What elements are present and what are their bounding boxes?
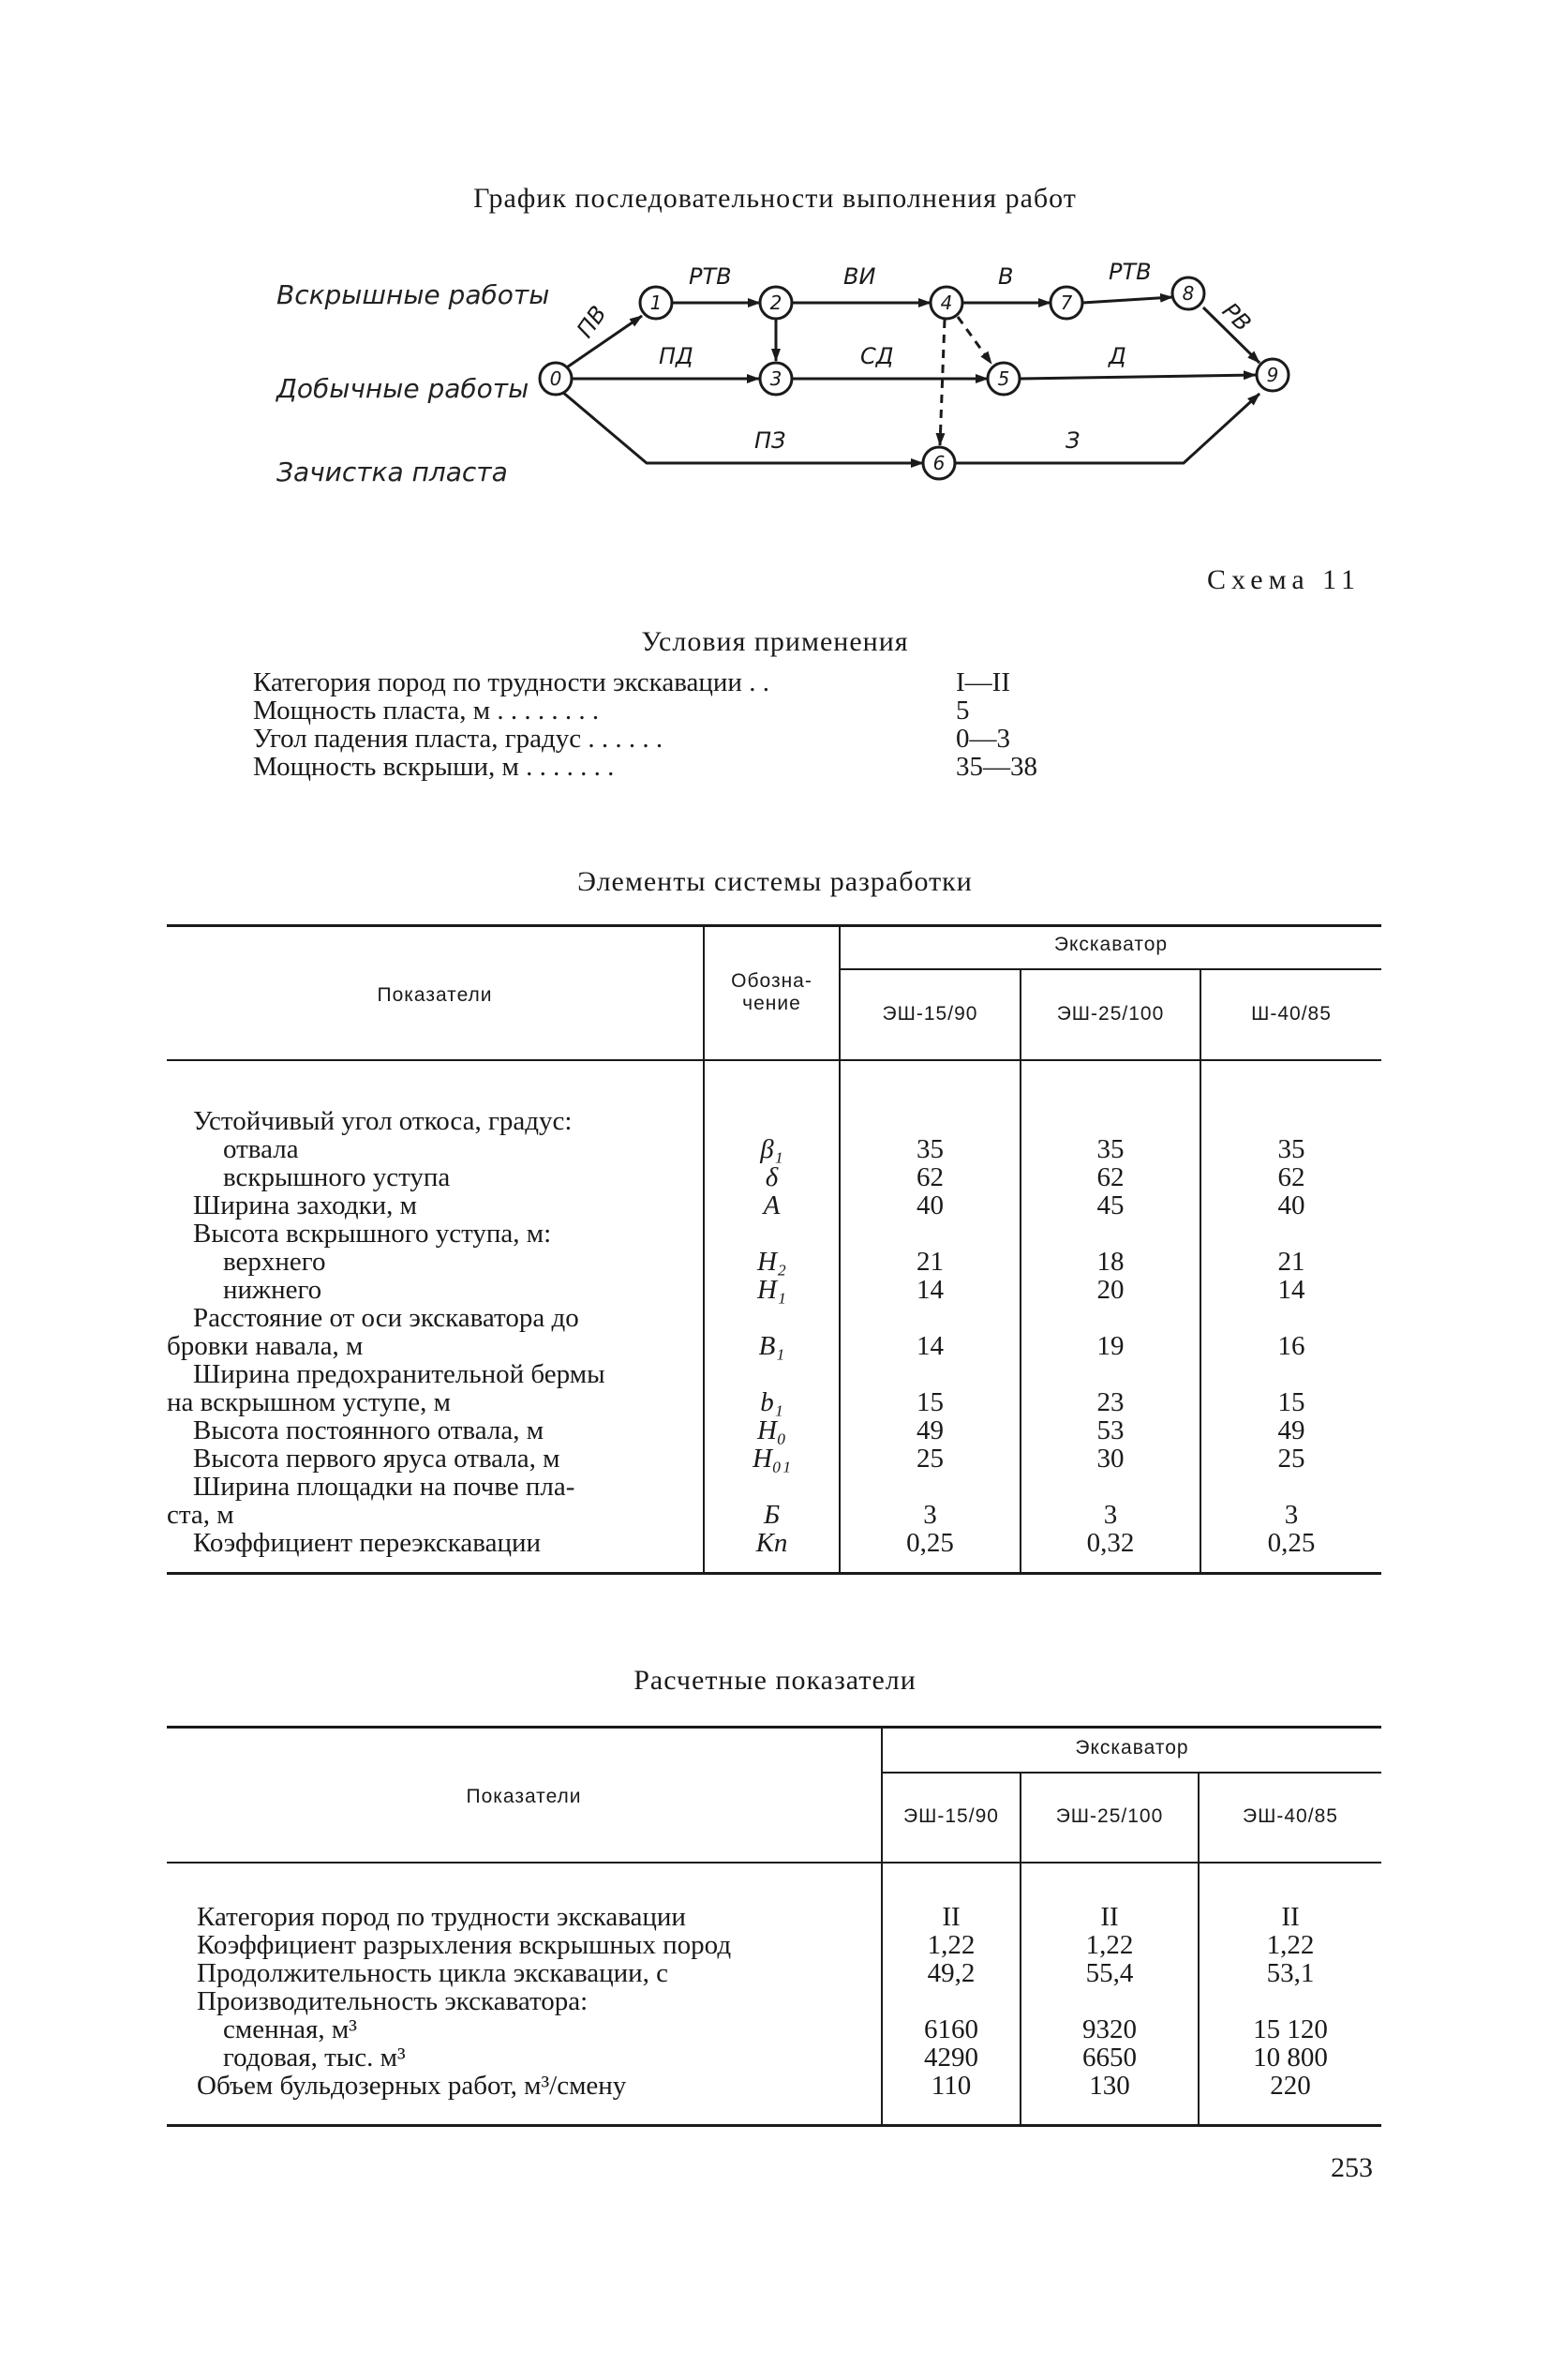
- condition-label: Категория пород по трудности экскавации . .: [253, 667, 769, 697]
- table-cell-value: 35: [917, 1134, 944, 1164]
- node-label-3: 3: [769, 367, 782, 390]
- table-cell-value: 14: [1277, 1275, 1305, 1305]
- table-cell-value: 6650: [1082, 2043, 1137, 2073]
- table-row-label: на вскрышном уступе, м: [167, 1387, 451, 1417]
- edge-label-1-2: РТВ: [689, 263, 732, 290]
- table-cell-value: 16: [1277, 1331, 1305, 1361]
- table-row-symbol: H₀₁: [752, 1444, 792, 1474]
- node-label-6: 6: [932, 452, 946, 474]
- table-cell-value: 15: [917, 1387, 944, 1417]
- elements-header-excavator: Экскаватор: [1053, 934, 1169, 955]
- table-cell-value: 55,4: [1085, 1958, 1134, 1988]
- lane-label-mining: Добычные работы: [276, 373, 529, 404]
- table-cell-value: 53,1: [1266, 1958, 1315, 1988]
- table-row-label: Категория пород по трудности экскавации: [197, 1902, 686, 1932]
- table-row-label: Высота первого яруса отвала, м: [193, 1444, 560, 1474]
- page-number: 253: [1331, 2152, 1373, 2183]
- node-label-2: 2: [769, 292, 782, 314]
- table-cell-value: 40: [917, 1190, 944, 1220]
- table-cell-value: 25: [1277, 1444, 1305, 1474]
- table-row-label: отвала: [223, 1134, 299, 1164]
- table-cell-value: 62: [1096, 1162, 1125, 1192]
- table-row-label: Ширина предохранительной бермы: [193, 1359, 605, 1389]
- table-cell-value: 14: [917, 1331, 944, 1361]
- table-cell-value: 110: [931, 2071, 972, 2101]
- table-row-label: вскрышного уступа: [223, 1162, 451, 1192]
- edge-label-4-7: В: [998, 263, 1014, 290]
- table-row-symbol: H₂: [756, 1247, 787, 1277]
- table-cell-value: 4290: [924, 2043, 978, 2073]
- condition-label: Угол падения пласта, градус . . . . . .: [253, 724, 663, 754]
- table-cell-value: 35: [1277, 1134, 1305, 1164]
- table-cell-value: 10 800: [1253, 2043, 1328, 2073]
- table-cell-value: 0,25: [906, 1528, 954, 1558]
- edge-label-5-9: Д: [1109, 343, 1126, 369]
- elements-header-model-1: ЭШ-15/90: [882, 1003, 978, 1025]
- table-row-label: верхнего: [223, 1247, 326, 1277]
- elements-header-designation: Обозна- чение: [731, 970, 812, 1014]
- table-cell-value: 45: [1096, 1190, 1125, 1220]
- table-cell-value: 35: [1096, 1134, 1125, 1164]
- diagram-title: График последовательности выполнения работ: [473, 183, 1077, 214]
- table-row-label: Объем бульдозерных работ, м³/смену: [197, 2071, 627, 2101]
- condition-label: Мощность вскрыши, м . . . . . . .: [253, 752, 615, 782]
- table-cell-value: 1,22: [927, 1930, 976, 1960]
- table-cell-value: 40: [1277, 1190, 1305, 1220]
- elements-header-model-2: ЭШ-25/100: [1056, 1003, 1165, 1025]
- calc-header-model-3: ЭШ-40/85: [1243, 1805, 1338, 1827]
- calc-header-model-1: ЭШ-15/90: [903, 1805, 999, 1827]
- table-row-symbol: Б: [763, 1500, 781, 1530]
- calc-header-model-2: ЭШ-25/100: [1055, 1805, 1164, 1827]
- table-cell-value: II: [1281, 1902, 1300, 1932]
- edge-6-9: [956, 394, 1259, 463]
- table-cell-value: 49,2: [927, 1958, 976, 1988]
- node-label-0: 0: [549, 367, 562, 390]
- table-row-label: Коэффициент разрыхления вскрышных пород: [197, 1930, 732, 1960]
- edge-label-7-8: РТВ: [1109, 259, 1152, 285]
- table-cell-value: 49: [1277, 1415, 1305, 1445]
- table-row-label: Ширина площадки на почве пла-: [193, 1472, 575, 1502]
- table-cell-value: 19: [1096, 1331, 1125, 1361]
- edge-label-0-1: ПВ: [571, 301, 612, 343]
- edge-0-6: [562, 392, 923, 463]
- table-cell-value: 25: [917, 1444, 944, 1474]
- table-row-symbol: β₁: [760, 1134, 783, 1164]
- edge-5-9: [1020, 375, 1256, 379]
- table-cell-value: 62: [1277, 1162, 1305, 1192]
- table-cell-value: 9320: [1082, 2014, 1137, 2044]
- table-cell-value: 62: [917, 1162, 944, 1192]
- node-label-5: 5: [997, 367, 1010, 390]
- table-cell-value: 3: [923, 1500, 937, 1530]
- table-cell-value: 220: [1270, 2071, 1311, 2101]
- condition-row: [253, 753, 1037, 781]
- edge-label-0-6: ПЗ: [754, 427, 786, 454]
- table-cell-value: II: [1100, 1902, 1119, 1932]
- table-cell-value: 53: [1096, 1415, 1125, 1445]
- edge-label-3-5: СД: [860, 343, 894, 369]
- node-label-7: 7: [1060, 292, 1073, 314]
- table-row-symbol: δ: [765, 1162, 779, 1192]
- table-cell-value: 18: [1096, 1247, 1125, 1277]
- table-row-symbol: H₁: [756, 1275, 787, 1305]
- table-row-label: Коэффициент переэкскавации: [193, 1528, 542, 1558]
- table-row-label: нижнего: [223, 1275, 322, 1305]
- elements-header-indicators: Показатели: [377, 984, 493, 1006]
- conditions-list: [253, 668, 1037, 781]
- edge-label-2-4: ВИ: [843, 263, 876, 290]
- table-cell-value: 0,32: [1086, 1528, 1135, 1558]
- table-cell-value: 15: [1277, 1387, 1305, 1417]
- elements-header-model-3: Ш-40/85: [1251, 1003, 1332, 1025]
- table-row-label: Расстояние от оси экскаватора до: [193, 1303, 579, 1333]
- table-row-label: Высота вскрышного уступа, м:: [193, 1219, 552, 1249]
- lane-label-overburden: Вскрышные работы: [276, 279, 550, 310]
- table-row-label: сменная, м³: [223, 2014, 357, 2044]
- node-label-4: 4: [940, 292, 953, 314]
- conditions-title: Условия применения: [641, 626, 909, 657]
- table-cell-value: 3: [1103, 1500, 1118, 1530]
- table-row-symbol: Kп: [755, 1528, 788, 1558]
- table-cell-value: 20: [1096, 1275, 1125, 1305]
- table-row-label: Производительность экскаватора:: [197, 1986, 589, 2016]
- condition-value: 35—38: [956, 752, 1037, 782]
- calc-header-indicators: Показатели: [466, 1786, 582, 1807]
- table-row-label: ста, м: [167, 1500, 234, 1530]
- table-cell-value: 49: [917, 1415, 944, 1445]
- table-row-label: Ширина заходки, м: [193, 1190, 418, 1220]
- lane-label-cleaning: Зачистка пласта: [276, 457, 508, 487]
- table-cell-value: 15 120: [1253, 2014, 1328, 2044]
- schema-label: Схема 11: [1207, 564, 1362, 595]
- edge-label-0-3: ПД: [659, 343, 693, 369]
- edge-label-8-9: РВ: [1216, 297, 1257, 337]
- table-cell-value: II: [942, 1902, 961, 1932]
- table-cell-value: 130: [1089, 2071, 1130, 2101]
- edge-label-6-9: З: [1066, 427, 1081, 454]
- table-row-symbol: A: [763, 1190, 781, 1220]
- condition-row: [253, 668, 1037, 696]
- condition-value: 0—3: [956, 724, 1010, 754]
- table-cell-value: 23: [1096, 1387, 1125, 1417]
- table-cell-value: 1,22: [1085, 1930, 1134, 1960]
- condition-label: Мощность пласта, м . . . . . . . .: [253, 696, 600, 726]
- table-row-symbol: b₁: [760, 1387, 783, 1417]
- table-cell-value: 14: [917, 1275, 944, 1305]
- node-label-9: 9: [1266, 364, 1279, 386]
- calc-title: Расчетные показатели: [633, 1665, 917, 1696]
- network-diagram: [0, 0, 1550, 525]
- edge-7-8: [1082, 297, 1172, 303]
- table-row-label: годовая, тыс. м³: [223, 2043, 406, 2073]
- table-cell-value: 6160: [924, 2014, 978, 2044]
- table-row-label: Продолжительность цикла экскавации, с: [197, 1958, 669, 1988]
- condition-value: I—II: [956, 667, 1010, 697]
- condition-row: [253, 725, 1037, 753]
- table-cell-value: 0,25: [1267, 1528, 1316, 1558]
- condition-row: [253, 696, 1037, 725]
- table-row-label: бровки навала, м: [167, 1331, 364, 1361]
- calc-header-excavator: Экскаватор: [1075, 1737, 1189, 1759]
- table-cell-value: 3: [1284, 1500, 1299, 1530]
- table-cell-value: 21: [1277, 1247, 1305, 1277]
- table-row-label: Устойчивый угол откоса, градус:: [193, 1106, 573, 1136]
- node-label-1: 1: [649, 292, 663, 314]
- table-cell-value: 30: [1096, 1444, 1125, 1474]
- edge-4-6: [940, 320, 945, 445]
- table-row-label: Высота постоянного отвала, м: [193, 1415, 544, 1445]
- node-label-8: 8: [1182, 282, 1195, 305]
- elements-title: Элементы системы разработки: [577, 866, 973, 897]
- table-cell-value: 1,22: [1266, 1930, 1315, 1960]
- table-row-symbol: H₀: [756, 1415, 787, 1445]
- table-row-symbol: B₁: [758, 1331, 785, 1361]
- condition-value: 5: [956, 696, 970, 726]
- table-cell-value: 21: [917, 1247, 944, 1277]
- edge-4-5: [958, 317, 991, 364]
